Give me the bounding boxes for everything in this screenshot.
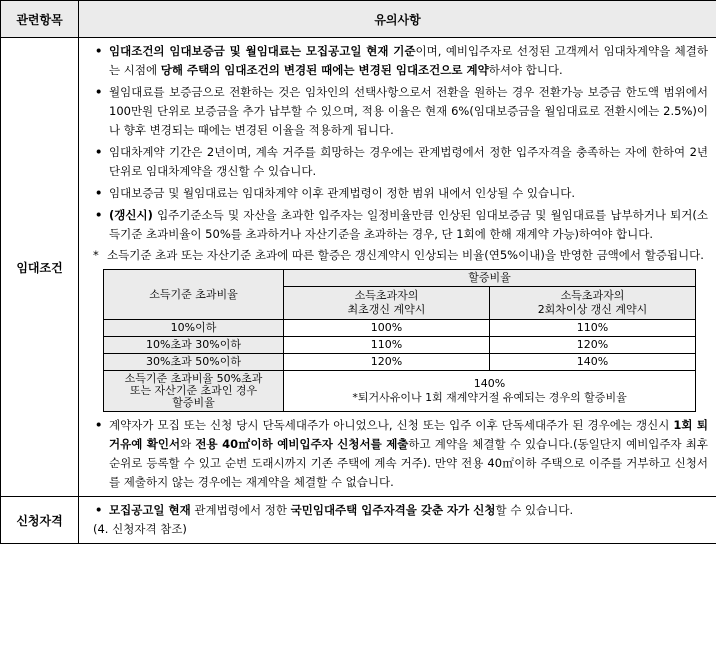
bullet-text: 이며, 예비입주자로 선정된 고객께서 임대차계약을 체결하는 시점에 <box>109 44 709 77</box>
row-label: 10%이하 <box>104 320 284 337</box>
row-label: 10%초과 30%이하 <box>104 337 284 354</box>
bullet-text: 하고 계약을 체결할 수 있습니다.(동일단지 예비입주자 최후순위로 등록할 수 있고 순번 도래시까지 기존 주택에 계속 거주). 만약 전용 40㎡이하 주택으로 이주를 거부하고 신청서를 제출하지 않는 경우에는 재계약을 체결할 수 없습니다. <box>109 437 708 489</box>
bullet-text-bold: 전용 40㎡이하 예비입주자 신청서를 제출 <box>195 437 409 451</box>
table-row <box>104 320 696 337</box>
bullet-text: 관계법령에서 정한 <box>190 503 291 517</box>
bullet-item <box>93 184 708 203</box>
bullet-text-bold: 당해 주택의 임대조건의 변경된 때에는 변경된 임대조건으로 계약 <box>160 63 489 77</box>
rental-conditions-row <box>1 38 716 497</box>
table-header-row <box>1 1 716 38</box>
row-label: 소득기준 초과비율 50%초과 또는 자산기준 초과인 경우 할증비율 <box>104 371 284 412</box>
col-first-renewal: 소득초과자의 최초갱신 계약시 <box>284 287 490 320</box>
bullet-item <box>93 83 708 140</box>
qualification-row <box>1 497 716 544</box>
bullet-text: 계약자가 모집 또는 신청 당시 단독세대주가 아니었으나, 신청 또는 입주 이후 단독세대주가 된 경우에는 갱신시 <box>109 418 674 432</box>
col-second-renewal: 소득초과자의 2회차이상 갱신 계약시 <box>490 287 696 320</box>
bullet-icon: • <box>95 145 103 159</box>
last-surcharge-value: 140% <box>473 377 506 390</box>
bullet-item <box>93 143 708 181</box>
header-notes: 유의사항 <box>79 1 716 38</box>
cell-value: 110% <box>284 337 490 354</box>
asterisk-icon: * <box>93 248 99 262</box>
bullet-text: 와 <box>180 437 196 451</box>
bullet-text: 할 수 있습니다. <box>495 503 574 517</box>
table-row <box>104 371 696 412</box>
rental-conditions-content <box>79 38 716 497</box>
qualification-reference: (4. 신청자격 참조) <box>93 522 187 536</box>
bullet-icon: • <box>95 503 103 517</box>
surcharge-note <box>93 246 708 265</box>
bullet-icon: • <box>95 418 103 432</box>
surcharge-table <box>103 269 696 412</box>
cell-value: 120% <box>284 354 490 371</box>
bullet-item <box>93 416 708 492</box>
header-related-item: 관련항목 <box>1 1 79 38</box>
note-text: 소득기준 초과 또는 자산기준 초과에 따른 할증은 갱신계약시 인상되는 비율(연5%이내)을 반영한 금액에서 할증됩니다. <box>107 248 704 262</box>
bullet-text: 하셔야 합니다. <box>488 63 563 77</box>
qualification-content <box>79 497 716 544</box>
bullet-text: 임대차계약 기간은 2년이며, 계속 거주를 희망하는 경우에는 관계법령에서 정한 입주자격을 충족하는 자에 한하여 2년 단위로 임대차계약을 갱신할 수 있습니다. <box>109 145 708 178</box>
bullet-icon: • <box>95 44 103 58</box>
bullet-text: 입주기준소득 및 자산을 초과한 입주자는 일정비율만큼 인상된 임대보증금 및 월임대료를 납부하거나 퇴거(소득기준 초과비율이 50%를 초과하거나 자산기준을 초과하는 경우, 단 1회에 한해 재계약 가능)하여야 합니다. <box>109 208 708 241</box>
cell-value: 100% <box>284 320 490 337</box>
bullet-item <box>93 42 708 80</box>
col-income-ratio: 소득기준 초과비율 <box>104 270 284 320</box>
rental-conditions-label: 임대조건 <box>1 38 79 497</box>
bullet-text-bold: 모집공고일 현재 <box>109 503 191 517</box>
row-label: 30%초과 50%이하 <box>104 354 284 371</box>
cell-value: 120% <box>490 337 696 354</box>
cell-value: 110% <box>490 320 696 337</box>
bullet-item <box>93 501 708 520</box>
bullet-text: 월임대료를 보증금으로 전환하는 것은 임차인의 선택사항으로서 전환을 원하는 경우 전환가능 보증금 한도액 범위에서 100만원 단위로 보증금을 추가 납부할 수 있으며, 적용 이율은 현재 6%(임대보증금을 월임대료로 전환시에는 2.5%)이나 향후 변경되는 때에는 변경된 이율을 적용하게 됩니다. <box>109 85 708 137</box>
cell-value <box>284 371 696 412</box>
bullet-icon: • <box>95 186 103 200</box>
bullet-text-bold: 국민임대주택 입주자격을 갖춘 자가 신청 <box>290 503 496 517</box>
bullet-icon: • <box>95 208 103 222</box>
col-surcharge-rate: 할증비율 <box>284 270 696 287</box>
qualification-label: 신청자격 <box>1 497 79 544</box>
bullet-item <box>93 206 708 244</box>
surcharge-header-row <box>104 270 696 287</box>
table-row <box>104 354 696 371</box>
bullet-icon: • <box>95 85 103 99</box>
bullet-text-bold: (갱신시) <box>109 208 153 222</box>
table-row <box>104 337 696 354</box>
bullet-text: 임대보증금 및 월임대료는 임대차계약 이후 관계법령이 정한 범위 내에서 인상될 수 있습니다. <box>109 186 576 200</box>
last-surcharge-note: *퇴거사유이나 1회 재계약거절 유예되는 경우의 할증비율 <box>352 391 627 404</box>
cell-value: 140% <box>490 354 696 371</box>
bullet-text-bold: 임대조건의 임대보증금 및 월임대료는 모집공고일 현재 기준 <box>109 44 416 58</box>
bullet-text-bold: 1회 퇴거유예 확인서 <box>109 418 708 451</box>
